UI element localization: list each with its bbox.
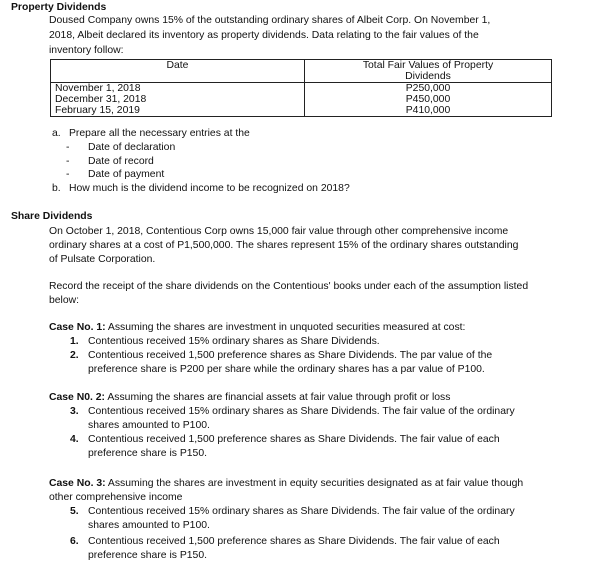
item-4-line-2: preference share is P150.: [88, 448, 207, 459]
record-instruction-line-1: Record the receipt of the share dividends on the Contentious' books under each of the assumption listed: [49, 281, 529, 292]
item-3-line-2: shares amounted to P100.: [88, 420, 210, 431]
case-2-heading: [49, 392, 599, 404]
case-3-text-line-1: Assuming the shares are investment in equity securities designated as at fair value though: [107, 478, 524, 489]
item-number: 3.: [70, 406, 79, 417]
row-value: P410,000: [305, 105, 552, 117]
row-date: November 1, 2018: [51, 83, 305, 95]
case-2-text: Assuming the shares are financial assets at fair value through profit or loss: [107, 392, 451, 403]
case-2-label: Case N0. 2:: [49, 392, 106, 403]
list-dash: -: [66, 142, 70, 153]
share-dividends-intro-line-1: On October 1, 2018, Contentious Corp owns 15,000 fair value through other comprehensive income: [49, 226, 509, 237]
share-dividends-heading: Share Dividends: [11, 211, 93, 222]
property-dividends-intro-line-3: inventory follow:: [49, 45, 124, 56]
share-dividends-intro-line-2: ordinary shares at a cost of P1,500,000. The shares represent 15% of the ordinary shares outstanding: [49, 240, 519, 251]
item-6-line-2: preference share is P150.: [88, 550, 207, 561]
row-value: P450,000: [305, 94, 552, 105]
item-6-line-1: Contentious received 1,500 preference shares as Share Dividends. The fair value of each: [88, 536, 500, 547]
share-dividends-intro-line-3: of Pulsate Corporation.: [49, 254, 156, 265]
row-value: P250,000: [305, 83, 552, 95]
question-a-text: Prepare all the necessary entries at the: [69, 128, 250, 139]
fair-value-table: [50, 59, 552, 117]
sub-item-payment: Date of payment: [88, 169, 165, 180]
item-number: 1.: [70, 336, 79, 347]
item-number: 5.: [70, 506, 79, 517]
record-instruction-line-2: below:: [49, 295, 80, 306]
question-b-text: How much is the dividend income to be recognized on 2018?: [69, 183, 350, 194]
case-1-heading: [49, 322, 599, 334]
column-header-fair-value: [305, 60, 552, 83]
row-date: February 15, 2019: [51, 105, 305, 117]
item-4-line-1: Contentious received 1,500 preference shares as Share Dividends. The fair value of each: [88, 434, 500, 445]
question-a-label: a.: [52, 128, 61, 139]
table-row: [51, 94, 552, 105]
property-dividends-heading: Property Dividends: [11, 2, 107, 13]
case-1-label: Case No. 1:: [49, 322, 106, 333]
item-2-line-1: Contentious received 1,500 preference shares as Share Dividends. The par value of the: [88, 350, 493, 361]
row-date: December 31, 2018: [51, 94, 305, 105]
table-row: [51, 83, 552, 95]
list-dash: -: [66, 169, 70, 180]
item-number: 2.: [70, 350, 79, 361]
sub-item-declaration: Date of declaration: [88, 142, 176, 153]
column-header-fair-value-line-1: Total Fair Values of Property: [362, 60, 494, 71]
sub-item-record: Date of record: [88, 156, 154, 167]
case-3-label: Case No. 3:: [49, 478, 106, 489]
item-5-line-2: shares amounted to P100.: [88, 520, 210, 531]
question-b-label: b.: [52, 183, 61, 194]
case-1-text: Assuming the shares are investment in unquoted securities measured at cost:: [107, 322, 466, 333]
item-number: 4.: [70, 434, 79, 445]
column-header-date: Date: [51, 60, 305, 83]
item-1-line-1: Contentious received 15% ordinary shares as Share Dividends.: [88, 336, 380, 347]
table-row: [51, 105, 552, 117]
property-dividends-intro-line-1: Doused Company owns 15% of the outstanding ordinary shares of Albeit Corp. On November 1,: [49, 15, 491, 26]
item-2-line-2: preference share is P200 per share while the ordinary shares has a par value of P100.: [88, 364, 485, 375]
table-header-row: [51, 60, 552, 83]
item-5-line-1: Contentious received 15% ordinary shares as Share Dividends. The fair value of the ordinary: [88, 506, 515, 517]
item-number: 6.: [70, 536, 79, 547]
item-3-line-1: Contentious received 15% ordinary shares as Share Dividends. The fair value of the ordinary: [88, 406, 515, 417]
case-3-heading: [49, 478, 599, 490]
list-dash: -: [66, 156, 70, 167]
property-dividends-intro-line-2: 2018, Albeit declared its inventory as property dividends. Data relating to the fair values of the: [49, 30, 479, 41]
case-3-text-line-2: other comprehensive income: [49, 492, 183, 503]
column-header-fair-value-line-2: Dividends: [405, 71, 451, 82]
